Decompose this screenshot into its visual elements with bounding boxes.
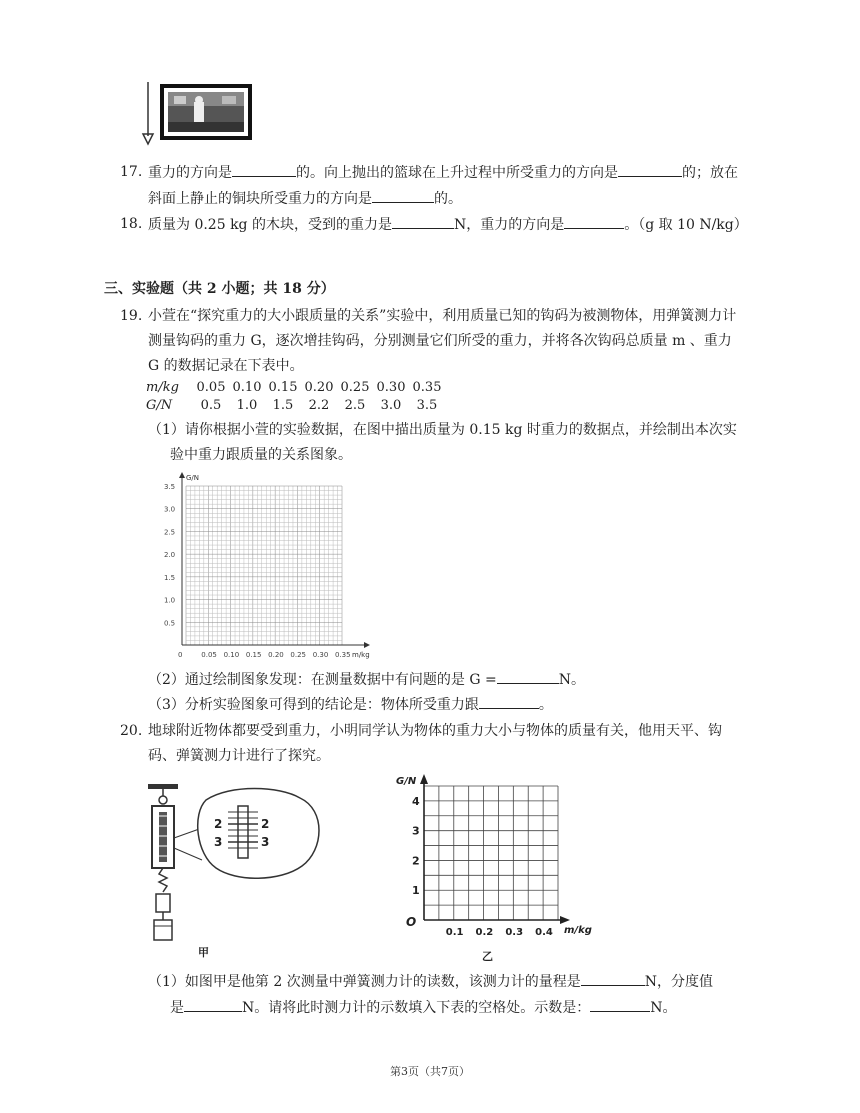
table-cell: 2.2	[308, 397, 330, 413]
y-tick-label: 1.0	[164, 596, 176, 605]
answer-blank[interactable]	[497, 669, 559, 684]
q17-text: 斜面上静止的铜块所受重力的方向是	[148, 191, 372, 207]
figure-label-yi: 乙	[482, 950, 493, 963]
y-tick-label: 2	[412, 854, 420, 868]
answer-blank[interactable]	[184, 997, 242, 1012]
table-row	[146, 396, 448, 414]
x-tick-label: 0.3	[505, 927, 524, 938]
answer-blank[interactable]	[392, 214, 454, 229]
x-tick-label: 0.15	[245, 651, 262, 659]
answer-blank[interactable]	[232, 162, 296, 177]
q18-text: N，重力的方向是	[453, 217, 565, 233]
answer-blank[interactable]	[590, 997, 650, 1012]
q20-sub1-text: （1）如图甲是他第 2 次测量中弹簧测力计的读数，该测力计的量程是	[148, 974, 581, 990]
q19-data-table	[146, 378, 448, 414]
x-tick-label: 0.2	[475, 927, 494, 938]
q17-text: 的；放在	[682, 165, 738, 181]
table-cell: 0.20	[304, 379, 334, 395]
answer-blank[interactable]	[564, 214, 624, 229]
q19-sub1-line-1: （1）请你根据小萱的实验数据，在图中描出质量为 0.15 kg 时重力的数据点，并绘制出本次实	[148, 422, 737, 438]
x-tick-label: 0.20	[268, 651, 284, 659]
table-row-label: G/N	[146, 397, 173, 413]
y-tick-label: 3.5	[164, 483, 176, 491]
table-cell: 2.5	[344, 397, 366, 413]
x-tick-label: 0.05	[201, 651, 217, 659]
scale-mark: 2	[214, 817, 223, 831]
scale-mark: 3	[261, 835, 270, 849]
q18-line	[148, 214, 748, 235]
y-tick-label: 2.0	[164, 551, 176, 560]
y-tick-label: 3.0	[164, 505, 176, 514]
y-tick-label: 4	[412, 794, 420, 808]
q20-sub1-text: N。请将此时测力计的示数填入下表的空格处。示数是：	[242, 1000, 591, 1016]
y-tick-label: 1	[412, 884, 420, 898]
figure-label-jia: 甲	[198, 946, 209, 959]
x-tick-label: 0.4	[535, 927, 553, 938]
q19-sub3	[148, 694, 553, 715]
q19-line-1: 小萱在“探究重力的大小跟质量的关系”实验中，利用质量已知的钩码为被测物体，用弹簧测力计	[148, 308, 737, 324]
scale-mark: 2	[261, 817, 270, 831]
q20-graph-origin: O	[406, 915, 417, 929]
x-tick-label: 0.35	[335, 651, 351, 659]
page-footer: 第3页（共7页）	[390, 1065, 470, 1078]
y-tick-label: 3	[412, 824, 420, 838]
q20-line-1: 地球附近物体都要受到重力，小明同学认为物体的重力大小与物体的质量有关，他用天平、钩	[148, 723, 722, 739]
table-cell: 0.25	[340, 379, 370, 395]
q17-text: 重力的方向是	[148, 165, 232, 181]
table-cell: 0.35	[412, 379, 442, 395]
q19-sub2	[148, 669, 585, 690]
q20-graph-ylabel: G/N	[396, 776, 417, 787]
table-cell: 0.15	[268, 379, 298, 395]
q20-graph-paper[interactable]	[388, 772, 596, 964]
q20-sub1-text: N，分度值	[644, 974, 713, 990]
q19-sub2-text: （2）通过绘制图象发现：在测量数据中有问题的是 G =	[148, 672, 497, 688]
question-number-17: 17.	[120, 164, 143, 180]
q17-text: 的。向上抛出的篮球在上升过程中所受重力的方向是	[296, 165, 618, 181]
table-cell: 0.5	[200, 397, 222, 413]
question-number-19: 19.	[120, 308, 143, 324]
table-cell: 3.0	[380, 397, 402, 413]
table-row-label: m/kg	[146, 379, 179, 395]
q18-text: 质量为 0.25 kg 的木块，受到的重力是	[148, 217, 392, 233]
q19-graph-ylabel: G/N	[186, 474, 200, 482]
table-cell: 3.5	[416, 397, 438, 413]
spring-scale-figure	[140, 782, 330, 960]
q19-sub3-text: （3）分析实验图象可得到的结论是：物体所受重力跟	[148, 697, 479, 713]
q19-graph-xlabel: m/kg	[352, 651, 370, 659]
x-tick-label: 0.1	[445, 927, 464, 938]
q19-line-2: 测量钩码的重力 G，逐次增挂钩码，分别测量它们所受的重力，并将各次钩码总质量 m 、重力	[148, 333, 732, 349]
q18-text: 。（g 取 10 N/kg）	[624, 217, 748, 233]
q20-sub1-line-1	[148, 971, 713, 992]
question-number-18: 18.	[120, 216, 143, 232]
q19-line-3: G 的数据记录在下表中。	[148, 358, 304, 374]
table-cell: 1.5	[272, 397, 294, 413]
table-cell: 0.10	[232, 379, 262, 395]
table-cell: 0.05	[196, 379, 226, 395]
section-title: 三、实验题（共 2 小题；共 18 分）	[104, 281, 335, 297]
scale-mark: 3	[214, 835, 223, 849]
answer-blank[interactable]	[581, 971, 645, 986]
q19-sub1-line-2: 验中重力跟质量的关系图象。	[170, 447, 352, 463]
q20-sub1-text: N。	[650, 1000, 677, 1016]
table-cell: 1.0	[236, 397, 258, 413]
q20-line-2: 码、弹簧测力计进行了探究。	[148, 748, 330, 764]
question-number-20: 20.	[120, 723, 143, 739]
x-tick-label: 0	[178, 651, 183, 659]
y-tick-label: 0.5	[164, 619, 176, 628]
q17-line-2	[148, 188, 462, 209]
y-tick-label: 1.5	[164, 573, 176, 582]
x-tick-label: 0.10	[223, 651, 240, 659]
x-tick-label: 0.30	[312, 651, 329, 659]
q20-graph-xlabel: m/kg	[564, 925, 592, 936]
table-cell: 0.30	[376, 379, 406, 395]
answer-blank[interactable]	[372, 188, 434, 203]
answer-blank[interactable]	[479, 694, 539, 709]
q19-sub2-text: N。	[558, 672, 585, 688]
y-tick-label: 2.5	[164, 528, 176, 537]
q20-sub1-line-2	[170, 997, 677, 1018]
q19-sub3-text: 。	[538, 697, 553, 713]
table-row	[146, 378, 448, 396]
q19-graph-paper[interactable]	[156, 470, 378, 662]
x-tick-label: 0.25	[290, 651, 307, 659]
q20-sub1-text: 是	[170, 1000, 184, 1016]
q17-text: 的。	[434, 191, 462, 207]
q17-line-1	[148, 162, 738, 183]
plumb-line-figure	[138, 78, 256, 150]
answer-blank[interactable]	[618, 162, 682, 177]
